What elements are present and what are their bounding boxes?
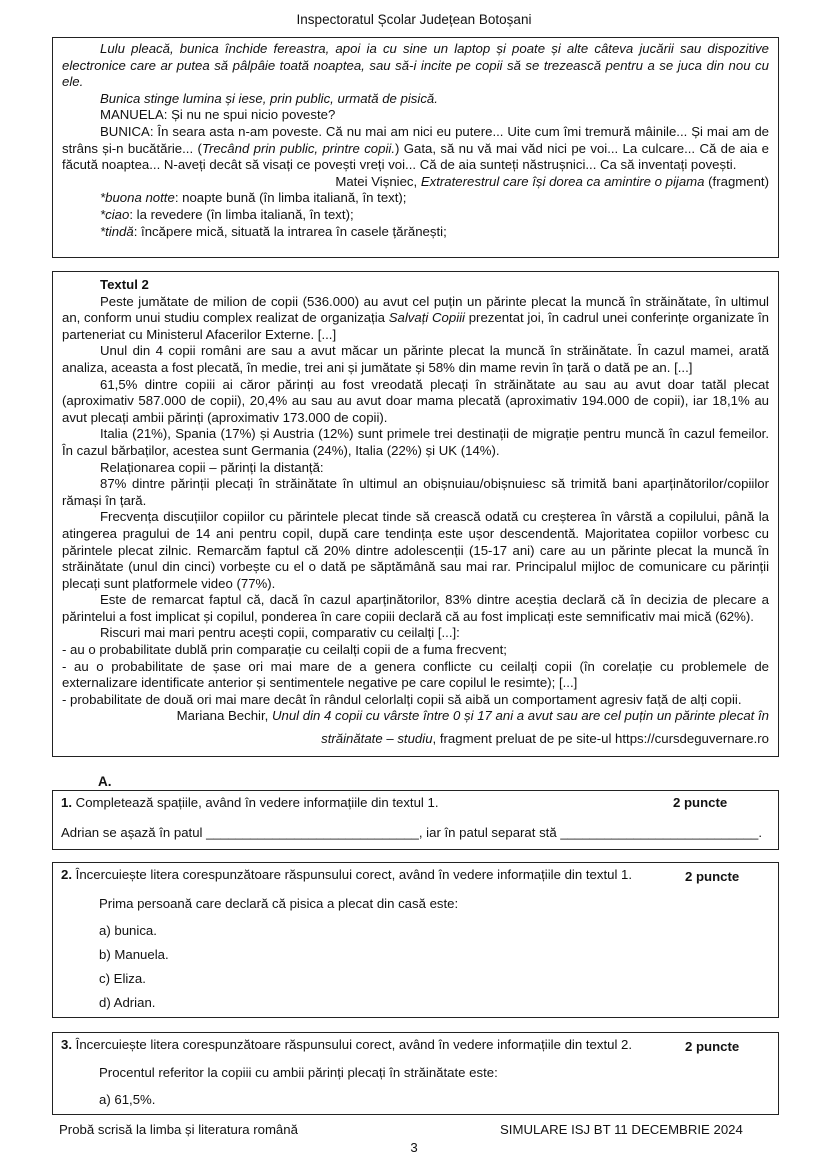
text2-paragraph: Peste jumătate de milion de copii (536.000) au avut cel puțin un părinte plecat la muncă în străinătate, în ultimul an, conform unui studiu complex realizat de organizația Salvați Copiii prezentat joi, în cadrul unei conferințe organizate în parteneriat cu Ministerul Afacerilor Externe. [...] [62, 293, 769, 342]
text2-box [52, 271, 779, 757]
footer-left: Probă scrisă la limba și literatura română [59, 1122, 298, 1137]
question-3 [52, 1032, 779, 1114]
answer-option[interactable]: a) 61,5%. [99, 1092, 156, 1107]
risk-bullet: - au o probabilitate de șase ori mai mare de a genera conflicte cu ceilalți copii (în corelație cu problemele de externalizare identificate anterior și sentimentele negative pe care copilul le resimte); [...] [62, 658, 769, 691]
text2-paragraph: 61,5% dintre copiii ai căror părinți au fost vreodată plecați în străinătate au sau au avut doar tatăl plecat (aproximativ 587.000 de copii), 20,4% au sau au avut doar mama plecată (aproximativ 194.000 de copii), iar 18,1% au avut plecați ambii părinți (aproximativ 173.000 de copii). [62, 376, 769, 425]
text2-title: Textul 2 [100, 277, 149, 292]
text2-source-cont: străinătate – studiu, fragment preluat de pe site-ul https://cursdeguvernare.ro [321, 731, 769, 747]
text1-paragraph: Lulu pleacă, bunica închide fereastra, apoi ia cu sine un laptop și poate și alte câteva jucării sau dispozitive electronice care ar putea să pâlpâie toată noaptea, sau să-i incite pe copii să se trezească pentru a se juca din nou cu ele. [62, 41, 769, 90]
risk-bullet: - au o probabilitate dublă prin comparație cu ceilalți copii de a fuma frecvent; [62, 642, 507, 658]
question-3-prompt: Procentul referitor la copiii cu ambii părinți plecați în străinătate este: [99, 1065, 498, 1080]
footer-right: SIMULARE ISJ BT 11 DECEMBRIE 2024 [500, 1122, 743, 1137]
question-2-points: 2 puncte [685, 869, 740, 884]
blank-field-2[interactable]: ___________________________ [560, 825, 759, 840]
glossary-item: *tindă: încăpere mică, situată la intrarea în casele țărănești; [100, 223, 447, 239]
question-1 [52, 790, 779, 850]
text1-source: Matei Vișniec, Extraterestrul care își dorea ca amintire o pijama (fragment) [335, 173, 769, 189]
glossary-item: *ciao: la revedere (în limba italiană, în text); [100, 206, 354, 222]
question-1-fill-line: Adrian se așază în patul _____________________________, iar în patul separat stă ___________________________. [61, 825, 763, 840]
text2-paragraph: 87% dintre părinții plecați în străinătate în ultimul an obișnuiau/obișnuiesc să trimită bani aparținătorilor/copiilor rămași în țară. [62, 476, 769, 508]
text1-box [52, 37, 779, 258]
question-1-points: 2 puncte [673, 795, 728, 810]
question-1-header: 1. Completează spațiile, având în vedere informațiile din textul 1. [61, 795, 439, 810]
text2-paragraph: Este de remarcat faptul că, dacă în cazul aparținătorilor, 83% dintre aceștia declară că în decizia de plecare a părintelui a fost implicat și copilul, ponderea în care copiii declară că au fost implicați este semnificativ mai mică (62%). [62, 592, 769, 624]
answer-option[interactable]: c) Eliza. [99, 971, 146, 986]
stage-direction: Bunica stinge lumina și iese, prin public, urmată de pisică. [100, 90, 438, 106]
text2-source: Mariana Bechir, Unul din 4 copii cu vârste între 0 și 17 ani a avut sau are cel puțin un părinte plecat în [176, 708, 769, 724]
question-2-prompt: Prima persoană care declară că pisica a plecat din casă este: [99, 896, 459, 911]
text2-paragraph: Italia (21%), Spania (17%) și Austria (12%) sunt primele trei destinații de migrație pentru muncă în cazul femeilor. În cazul bărbaților, acestea sunt Germania (24%), Italia (22%) și UK (14%). [62, 426, 769, 458]
glossary-item: *buona notte: noapte bună (în limba italiană, în text); [100, 190, 407, 206]
answer-option[interactable]: d) Adrian. [99, 995, 156, 1010]
answer-option[interactable]: a) bunica. [99, 923, 157, 938]
dialogue-line: MANUELA: Și nu ne spui nicio poveste? [100, 107, 336, 123]
page-header: Inspectoratul Școlar Județean Botoșani [296, 12, 532, 27]
blank-field-1[interactable]: _____________________________ [206, 825, 419, 840]
risk-bullet: - probabilitate de două ori mai mare decât în rândul celorlalți copii să aibă un comportament agresiv față de alți copii. [62, 691, 742, 707]
footer-divider [52, 1114, 779, 1115]
answer-option[interactable]: b) Manuela. [99, 947, 169, 962]
question-3-points: 2 puncte [685, 1039, 740, 1054]
text2-paragraph: Unul din 4 copii români are sau a avut măcar un părinte plecat la muncă în străinătate. În cazul mamei, arată analiza, aceasta a fost plecată, în medie, trei ani și jumătate și 58% din mame revin în țară o dată pe an. [...] [62, 343, 769, 375]
dialogue-line: BUNICA: În seara asta n-am poveste. Că nu mai am nici eu putere... Uite cum îmi tremură mâinile... Și mai am de strâns și-n bucătărie... (Trecând prin public, printre copii.) Gata, să nu vă mai văd nici pe voi... La culcare... Că de aia e făcută noaptea... N-aveți decât să visați ce povești vreți voi... Că de aia sunteți năstrușnici... Ca să inventați povești. [62, 123, 769, 173]
section-a-label: A. [98, 774, 112, 789]
text2-paragraph: Relaționarea copii – părinți la distanță: [100, 459, 324, 475]
page-number: 3 [410, 1140, 418, 1155]
question-2 [52, 862, 779, 1018]
question-2-header: 2. Încercuiește litera corespunzătoare răspunsului corect, având în vedere informațiile din textul 1. [61, 867, 633, 882]
text2-paragraph: Riscuri mai mari pentru acești copii, comparativ cu ceilalți [...]: [100, 625, 460, 641]
question-3-header: 3. Încercuiește litera corespunzătoare răspunsului corect, având în vedere informațiile din textul 2. [61, 1037, 633, 1052]
text2-paragraph: Frecvența discuțiilor copiilor cu părintele plecat tinde să crească odată cu creșterea în vârstă a copilului, până la atingerea pragului de 14 ani pentru copil, după care tendința este ușor descendentă. Majoritatea copiilor vorbesc cu părintele plecat zilnic. Remarcăm faptul că 20% dintre adolescenții (15-17 ani) care au un părinte plecat la muncă în străinătate (unul din cinci) vorbește cu el o dată pe săptămână sau mai rar. Principalul mijloc de comunicare cu părinții plecați sunt platformele video (77%). [62, 509, 769, 591]
